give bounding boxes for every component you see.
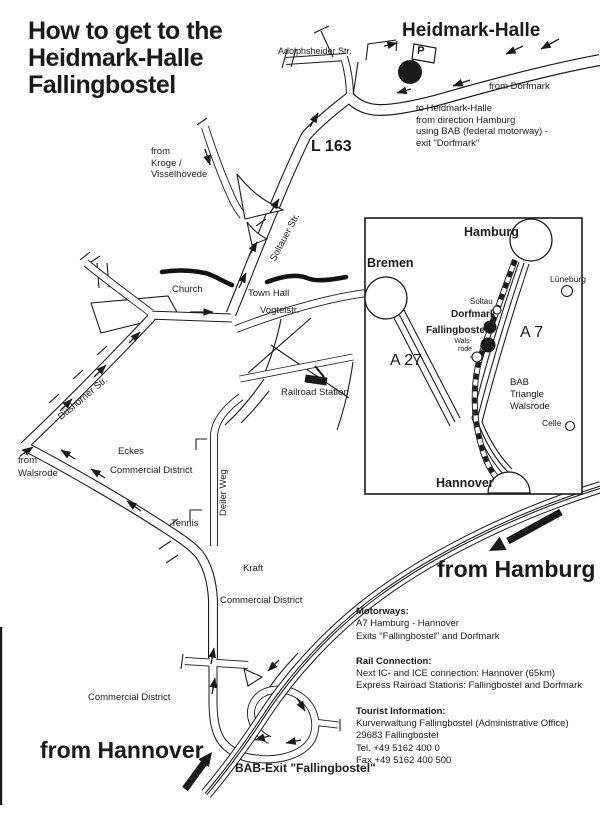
inset-label-bab-triangle xyxy=(510,377,550,413)
page-title-line: Fallingbostel xyxy=(28,71,176,99)
bab-triangle-line: Triangle xyxy=(510,389,544,400)
label-from-hamburg: from Hamburg xyxy=(437,556,596,582)
inset-fallingbostel-dot xyxy=(481,338,496,353)
from-kroge-line: Visselhövede xyxy=(151,169,208,180)
inset-label-soltau: Soltau xyxy=(470,297,493,306)
label-soltauer-str: Soltauer Str. xyxy=(268,211,303,264)
motorways-paragraph xyxy=(356,606,582,643)
label-kraft-district: Commercial District xyxy=(220,595,303,606)
inset-bremen-node xyxy=(365,277,407,319)
parking-icon: P xyxy=(416,44,425,58)
label-vogteistr: Vogteistr. xyxy=(260,305,300,316)
traffic-island xyxy=(244,669,262,686)
from-walsrode-line: Walsrode xyxy=(18,467,58,479)
label-from-hannover: from Hannover xyxy=(40,737,204,763)
inset-label-a27: A 27 xyxy=(390,352,423,369)
label-from-kroge xyxy=(151,146,207,181)
page-title-line: How to get to the xyxy=(28,17,223,45)
tourist-heading: Tourist Information: xyxy=(356,705,446,717)
tourist-line: Tel. +49 5162 400 0 xyxy=(356,742,440,754)
heidmark-halle-dot xyxy=(398,60,422,84)
label-church: Church xyxy=(172,284,203,295)
label-dushorner-str: Düshorner Str. xyxy=(56,374,110,423)
directions-line: to Heidmark-Halle xyxy=(416,103,493,114)
label-kraft: Kraft xyxy=(243,563,264,574)
label-tennis: Tennis xyxy=(171,518,199,529)
label-from-dorfmark: from Dorfmark xyxy=(489,81,550,92)
motorways-line: Exits "Fallingbostel" and Dorfmark xyxy=(356,630,500,642)
rail-heading: Rail Connection: xyxy=(356,655,432,667)
directions-text xyxy=(416,103,548,149)
inset-luneburg-node xyxy=(562,286,573,297)
inset-label-fallingbostel: Fallingbostel xyxy=(426,325,488,336)
river xyxy=(162,270,346,285)
from-kroge-line: Kroge / xyxy=(151,157,182,169)
inset-walsrode-line: Wals- xyxy=(454,338,472,345)
label-l163: L 163 xyxy=(311,138,352,155)
inset-label-a7: A 7 xyxy=(520,324,544,341)
inset-label-bremen: Bremen xyxy=(367,256,414,270)
directions-line: from direction Hamburg xyxy=(416,114,516,126)
inset-label-walsrode xyxy=(452,338,472,353)
page-title xyxy=(28,18,222,99)
label-railroad-station: Railroad Station xyxy=(281,387,349,398)
directions-line: using BAB (federal motorway) - xyxy=(416,126,548,137)
hall-title: Heidmark-Halle xyxy=(402,20,541,41)
directions-line: exit "Dorfmark" xyxy=(416,137,480,149)
bab-triangle-line: Walsrode xyxy=(510,401,550,412)
inset-label-hannover: Hannover xyxy=(436,476,494,490)
info-text xyxy=(356,606,582,780)
page-title-line: Heidmark-Halle xyxy=(28,44,204,72)
label-eckes: Eckes xyxy=(118,446,144,457)
motorways-line: A7 Hamburg - Hannover xyxy=(356,618,459,630)
label-from-walsrode xyxy=(18,455,58,480)
inset-label-hamburg: Hamburg xyxy=(464,225,519,239)
inset-label-luneburg: Lüneburg xyxy=(550,274,586,284)
motorways-heading: Motorways: xyxy=(356,606,409,617)
from-walsrode-line: from xyxy=(18,455,37,466)
inset-celle-node xyxy=(566,422,575,431)
rail-line: Express Rairoad Stations: Fallingbostel and Dorfmark xyxy=(356,680,582,692)
tourist-line: Fax +49 5162 400 500 xyxy=(356,754,452,766)
label-adolphsheider-str: Adolphsheider Str. xyxy=(278,46,352,56)
inset-walsrode-node xyxy=(472,352,482,362)
from-kroge-line: from xyxy=(151,146,170,157)
label-town-hall: Town Hall xyxy=(248,288,290,299)
tourist-line: Kurverwaltung Fallingbostel (Administrative Office) xyxy=(356,718,569,730)
bab-triangle-line: BAB xyxy=(510,377,530,388)
label-deiler-weg: Deiler Weg xyxy=(218,469,229,516)
rail-paragraph xyxy=(356,656,582,693)
scan-artifact xyxy=(0,627,2,805)
label-eckes-district: Commercial District xyxy=(110,465,193,476)
tourist-paragraph xyxy=(356,706,582,767)
inset-walsrode-line: rode xyxy=(457,345,472,353)
label-commercial-district: Commercial District xyxy=(88,692,171,703)
label-bab-exit: BAB-Exit "Fallingbostel" xyxy=(235,761,376,775)
inset-label-celle: Celle xyxy=(542,418,562,428)
inset-label-dorfmark: Dorfmark xyxy=(451,309,496,320)
rail-line: Next IC- and ICE connection: Hannover (65km) xyxy=(356,668,556,680)
tourist-line: 29683 Fallingbostel xyxy=(356,730,439,742)
